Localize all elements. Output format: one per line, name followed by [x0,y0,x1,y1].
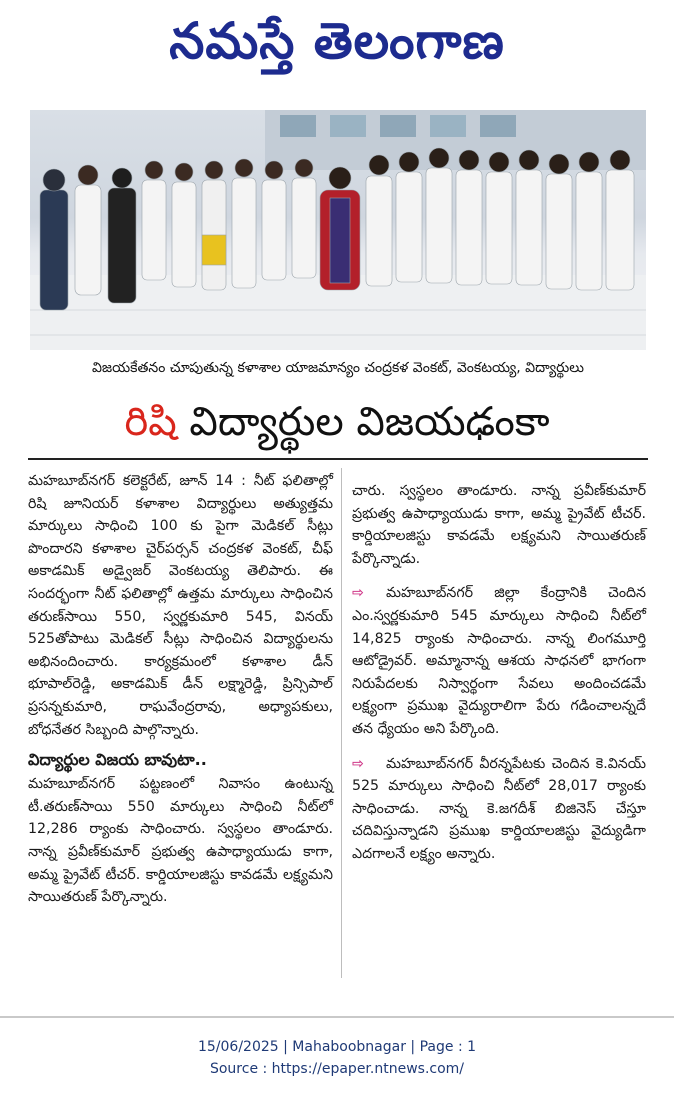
arrow-bullet-icon: ⇨ [352,755,364,772]
article-paragraph: మహబూబ్‌నగర్ కలెక్టరేట్, జూన్ 14 : నీట్ ఫలితాల్లో రిషి జూనియర్ కళాశాల విద్యార్థులు అత్యుత్తమ మార్కులు సాధించి 100 కు పైగా మెడికల్ సీట్లు పొందారని కళాశాల చైర్‌పర్సన్ చంద్రకళ వెంకట్, చీఫ్ అకాడమిక్ అడ్వైజర్ వెంకటయ్య తెలిపారు. ఈ సందర్భంగా నీట్ ఫలితాల్లో ఉత్తమ మార్కులు సాధించిన తరుణ్‌సాయి 550, స్వర్ణకుమారి 545, వినయ్ 525తోపాటు మెడికల్ సీట్లు సాధించిన విద్యార్థులను అభినందించారు. కార్యక్రమంలో కళాశాల డీన్ భూపాల్‌రెడ్డి, అకాడమిక్ డీన్ లక్ష్మారెడ్డి, ప్రిన్సిపాల్ ప్రసన్నకుమారి, రాఘవేంద్రరావు, అధ్యాపకులు, బోధనేతర సిబ్బంది పాల్గొన్నారు. [28,473,333,738]
headline-accent: రిషి [124,399,177,445]
page-bottom-rule [0,1016,674,1018]
headline-rest: విద్యార్థుల విజయఢంకా [176,399,550,445]
footer-dateline: 15/06/2025 | Mahaboobnagar | Page : 1 [197,1039,477,1055]
headline-rule [28,458,648,460]
footer-source: Source : https://epaper.ntnews.com/ [209,1061,465,1077]
article-paragraph: చారు. స్వస్థలం తాండూరు. నాన్న ప్రవీణ్‌కుమార్ ప్రభుత్వ ఉపాధ్యాయుడు కాగా, అమ్మ ప్రైవేట్ టీచర్. కార్డియాలజిస్టు కావడమే లక్ష్యమని సాయితరుణ్ పేర్కొన్నాడు. [352,483,646,567]
column-divider [341,468,342,978]
article-paragraph-text: మహబూబ్‌నగర్ వీరన్నపేటకు చెందిన కె.వినయ్ 525 మార్కులు సాధించి నీట్‌లో 28,017 ర్యాంకు సాధించాడు. నాన్న కె.జగదీశ్ బిజినెస్ చేస్తూ చదివిస్తున్నాడని ప్రముఖ కార్డియాలజిస్టు వైద్యుడిగా ఎదగాలనే లక్ష్యం అన్నారు. [352,755,646,862]
photo-caption: విజయకేతనం చూపుతున్న కళాశాల యాజమాన్యం చంద్రకళ వెంకట్, వెంకటయ్య, విద్యార్థులు [91,360,585,376]
article-paragraph-bulleted [352,582,646,740]
article-subhead: విద్యార్థుల విజయ బావుటా.. [28,750,207,770]
article-right-column [352,480,646,866]
group-photo-illustration [30,110,646,350]
article-paragraph: మహబూబ్‌నగర్ పట్టణంలో నివాసం ఉంటున్న టీ.తరుణ్‌సాయి 550 మార్కులు సాధించి నీట్‌లో 12,286 ర్యాంకు సాధించారు. స్వస్థలం తాండూరు. నాన్న ప్రవీణ్‌కుమార్ ప్రభుత్వ ఉపాధ్యాయుడు కాగా, అమ్మ ప్రైవేట్ టీచర్. కార్డియాలజిస్టు కావడమే లక్ష్యమని సాయితరుణ్ పేర్కొన్నారు. [28,776,333,906]
news-photo [30,110,646,350]
newspaper-masthead: నమస్తే తెలంగాణ [169,12,505,70]
article-headline [0,392,674,452]
arrow-bullet-icon: ⇨ [352,585,364,602]
article-paragraph-text: మహబూబ్‌నగర్ జిల్లా కేంద్రానికి చెందిన ఎం.స్వర్ణకుమారి 545 మార్కులు సాధించి నీట్‌లో 14,825 ర్యాంకు సాధించారు. నాన్న లింగమూర్తి ఆటోడ్రైవర్. అమ్మానాన్న ఆశయ సాధనలో భాగంగా నిరుపేదలకు నిస్వార్థంగా సేవలు అందించడమే లక్ష్యంగా ప్రముఖ వైద్యురాలిగా పేరు గడించాలన్నదే తన ధ్యేయం అని పేర్కొంది. [352,585,646,737]
article-left-column [28,470,333,909]
page-footer [0,1036,674,1080]
article-paragraph-bulleted [352,753,646,866]
